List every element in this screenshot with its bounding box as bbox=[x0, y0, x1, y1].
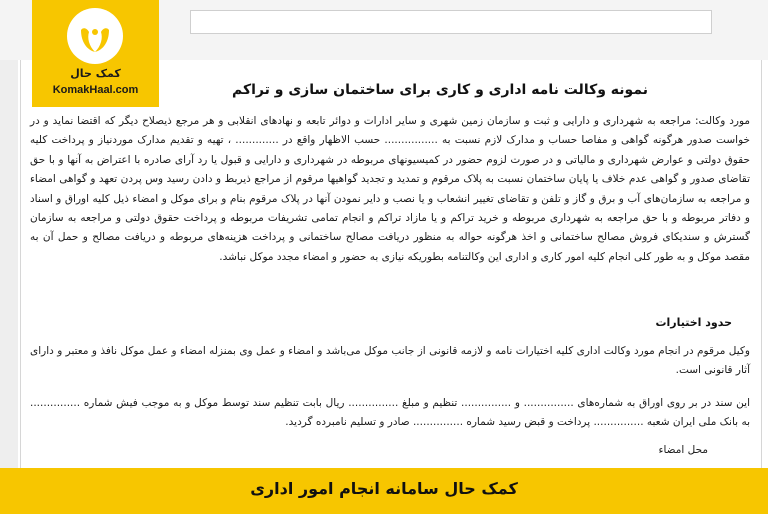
banner-text: کمک حال سامانه انجام امور اداری bbox=[250, 479, 518, 498]
logo-name: کمک حال bbox=[70, 67, 121, 80]
document-title: نمونه وکالت نامه اداری و کاری برای ساختمان سازی و تراکم bbox=[232, 82, 648, 98]
logo-url[interactable]: KomakHaal.com bbox=[52, 84, 139, 96]
toolbar-field[interactable] bbox=[190, 10, 712, 34]
authority-paragraph: وکیل مرقوم در انجام مورد وکالت اداری کلیه اختیارات نامه و لازمه قانونی از جانب موکل می‌باشد و امضاء و عمل وی بمنزله امضاء و عمل موکل نافذ و معتبر و دارای آثار قانونی است. bbox=[30, 345, 750, 377]
fee-paragraph: این سند در بر روی اوراق به شماره‌های ............... و ............... تنظیم و مبلغ ............... ریال بابت تنظیم سند توسط موکل و به موجب فیش شماره ............... به بانک ملی ایران شعبه ............... پرداخت و قبض رسید شماره ............... صادر و تسلیم نامبرده گردید. bbox=[30, 397, 750, 429]
footer-banner bbox=[0, 468, 768, 514]
signature-line: محل امضاء bbox=[658, 444, 708, 456]
logo bbox=[32, 0, 159, 107]
hands-logo-icon bbox=[67, 8, 123, 64]
section-heading: حدود اختیارات bbox=[655, 316, 732, 329]
side-strip bbox=[0, 60, 18, 468]
power-of-attorney-body: مورد وکالت: مراجعه به شهرداری و دارایی و ثبت و سازمان زمین شهری و سایر ادارات و دوائر تابعه و نهادهای انقلابی و هر مرجع ذیصلاح دیگر که اقتضا نماید و در خواست صدور هرگونه گواهی و مفاصا حساب و مدارک لازم نسبت به ................ حسب الاظهار واقع در ............. ، تهیه و تقدیم مدارک موردنیاز و پرداخت کلیه حقوق دولتی و عوارض شهرداری و مالیاتی و در صورت لزوم حضور در کمیسیونهای مربوطه در شهرداری و دارایی و قبول یا رد آرای صادره با اعتراض به آنها و با حق تقاضای صدور و گواهی عدم خلاف یا پایان ساختمان نسبت به پلاک مرقوم و تمدید و تجدید گواهیها مرقوم از مراجع ذیربط و دادن رسید وس پردن تعهد و گواهی امضاء و مراجعه به سازمان‌های آب و برق و گاز و تلفن و تقاضای تغییر انشعاب و یا نصب و دایر نمودن آنها در پلاک مرقوم بنام و برای موکل و امضاء ذیل کلیه اوراق و اسناد و دفاتر مربوطه و با حق مراجعه به شهرداری مربوطه و خرید تراکم و یا مازاد تراکم و انجام تمامی تشریفات مربوطه و پرداخت حقوق دولتی و مراجعه به سازمان گسترش و سندیکای فروش مصالح ساختمانی و اخذ هرگونه حواله به منظور دریافت مصالح ساختمانی و پرداخت هزینه‌های مربوطه و دریافت مصالح و حمل آن به مقصد موکل و به طور کلی انجام کلیه امور کاری و اداری این وکالتنامه بطوریکه نیازی به حضور و امضاء مجدد موکل نباشد. bbox=[30, 115, 750, 263]
